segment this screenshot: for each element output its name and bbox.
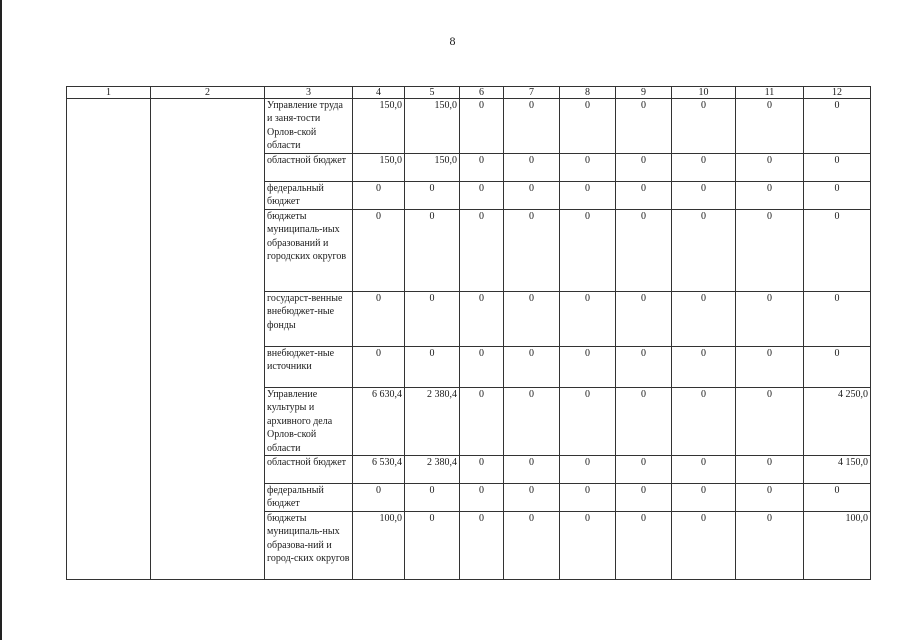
- value-cell: 0: [460, 512, 504, 580]
- value-cell: 0: [672, 388, 736, 456]
- value-cell: 0: [736, 484, 804, 512]
- value-cell: 0: [616, 154, 672, 182]
- row-name-cell: областной бюджет: [265, 456, 353, 484]
- column-header: 4: [353, 87, 405, 99]
- row-name-cell: Управление культуры и архивного дела Орлов-ской области: [265, 388, 353, 456]
- value-cell: 0: [405, 512, 460, 580]
- value-cell: 0: [460, 388, 504, 456]
- value-cell: 0: [504, 484, 560, 512]
- value-cell: 0: [736, 347, 804, 388]
- value-cell: 0: [460, 456, 504, 484]
- value-cell: 0: [560, 347, 616, 388]
- value-cell: 0: [804, 292, 871, 347]
- value-cell: 0: [460, 210, 504, 292]
- value-cell: 0: [560, 182, 616, 210]
- value-cell: 0: [804, 182, 871, 210]
- value-cell: 0: [560, 154, 616, 182]
- value-cell: 0: [736, 154, 804, 182]
- value-cell: 2 380,4: [405, 388, 460, 456]
- value-cell: 0: [672, 210, 736, 292]
- value-cell: 0: [672, 512, 736, 580]
- value-cell: 0: [504, 347, 560, 388]
- value-cell: 100,0: [804, 512, 871, 580]
- column-header: 8: [560, 87, 616, 99]
- value-cell: 0: [560, 210, 616, 292]
- value-cell: 0: [353, 484, 405, 512]
- value-cell: 0: [504, 512, 560, 580]
- value-cell: 0: [460, 182, 504, 210]
- value-cell: 0: [804, 484, 871, 512]
- value-cell: 0: [672, 292, 736, 347]
- merged-column-2-cell: [151, 99, 265, 580]
- row-name-cell: бюджеты муниципаль-иых образований и городских округов: [265, 210, 353, 292]
- value-cell: 0: [353, 292, 405, 347]
- value-cell: 0: [504, 210, 560, 292]
- value-cell: 0: [736, 292, 804, 347]
- value-cell: 0: [616, 292, 672, 347]
- value-cell: 0: [504, 292, 560, 347]
- column-header: 9: [616, 87, 672, 99]
- value-cell: 6 530,4: [353, 456, 405, 484]
- value-cell: 0: [405, 210, 460, 292]
- value-cell: 150,0: [353, 99, 405, 154]
- column-header: 12: [804, 87, 871, 99]
- value-cell: 0: [353, 347, 405, 388]
- value-cell: 0: [736, 99, 804, 154]
- value-cell: 0: [616, 210, 672, 292]
- value-cell: 0: [460, 484, 504, 512]
- value-cell: 0: [405, 347, 460, 388]
- value-cell: 0: [560, 388, 616, 456]
- value-cell: 150,0: [405, 99, 460, 154]
- value-cell: 6 630,4: [353, 388, 405, 456]
- value-cell: 0: [353, 182, 405, 210]
- column-header: 2: [151, 87, 265, 99]
- table-row: [67, 99, 871, 154]
- row-name-cell: федеральный бюджет: [265, 182, 353, 210]
- merged-column-1-cell: [67, 99, 151, 580]
- value-cell: 100,0: [353, 512, 405, 580]
- value-cell: 0: [353, 210, 405, 292]
- value-cell: 0: [804, 347, 871, 388]
- value-cell: 0: [616, 512, 672, 580]
- value-cell: 0: [616, 484, 672, 512]
- value-cell: 0: [405, 292, 460, 347]
- value-cell: 0: [405, 182, 460, 210]
- column-header: 10: [672, 87, 736, 99]
- value-cell: 0: [616, 182, 672, 210]
- value-cell: 0: [672, 99, 736, 154]
- budget-table: [66, 86, 871, 580]
- value-cell: 0: [504, 154, 560, 182]
- value-cell: 0: [560, 512, 616, 580]
- value-cell: 0: [504, 99, 560, 154]
- value-cell: 0: [616, 456, 672, 484]
- value-cell: 0: [736, 210, 804, 292]
- column-header: 11: [736, 87, 804, 99]
- row-name-cell: областной бюджет: [265, 154, 353, 182]
- value-cell: 0: [504, 388, 560, 456]
- value-cell: 0: [616, 347, 672, 388]
- value-cell: 0: [804, 99, 871, 154]
- column-header: 3: [265, 87, 353, 99]
- value-cell: 0: [560, 456, 616, 484]
- value-cell: 2 380,4: [405, 456, 460, 484]
- value-cell: 0: [736, 512, 804, 580]
- table-body: [67, 99, 871, 580]
- value-cell: 150,0: [353, 154, 405, 182]
- row-name-cell: Управление труда и заня-тости Орлов-ской области: [265, 99, 353, 154]
- value-cell: 0: [672, 182, 736, 210]
- value-cell: 150,0: [405, 154, 460, 182]
- value-cell: 0: [672, 456, 736, 484]
- value-cell: 0: [804, 210, 871, 292]
- value-cell: 0: [616, 99, 672, 154]
- value-cell: 0: [672, 154, 736, 182]
- column-number-row: [67, 87, 871, 99]
- value-cell: 4 250,0: [804, 388, 871, 456]
- row-name-cell: федеральный бюджет: [265, 484, 353, 512]
- value-cell: 0: [736, 182, 804, 210]
- value-cell: 0: [460, 154, 504, 182]
- value-cell: 0: [616, 388, 672, 456]
- value-cell: 4 150,0: [804, 456, 871, 484]
- value-cell: 0: [560, 484, 616, 512]
- value-cell: 0: [736, 388, 804, 456]
- column-header: 1: [67, 87, 151, 99]
- value-cell: 0: [460, 292, 504, 347]
- column-header: 6: [460, 87, 504, 99]
- page-number: 8: [449, 34, 456, 48]
- column-header: 7: [504, 87, 560, 99]
- value-cell: 0: [460, 99, 504, 154]
- value-cell: 0: [560, 292, 616, 347]
- value-cell: 0: [672, 484, 736, 512]
- value-cell: 0: [504, 182, 560, 210]
- value-cell: 0: [405, 484, 460, 512]
- row-name-cell: государст-венные внебюджет-ные фонды: [265, 292, 353, 347]
- value-cell: 0: [560, 99, 616, 154]
- page-left-edge: [0, 0, 2, 640]
- value-cell: 0: [672, 347, 736, 388]
- value-cell: 0: [736, 456, 804, 484]
- value-cell: 0: [460, 347, 504, 388]
- value-cell: 0: [804, 154, 871, 182]
- column-header: 5: [405, 87, 460, 99]
- row-name-cell: внебюджет-ные источники: [265, 347, 353, 388]
- row-name-cell: бюджеты муниципаль-ных образова-ний и город-ских округов: [265, 512, 353, 580]
- value-cell: 0: [504, 456, 560, 484]
